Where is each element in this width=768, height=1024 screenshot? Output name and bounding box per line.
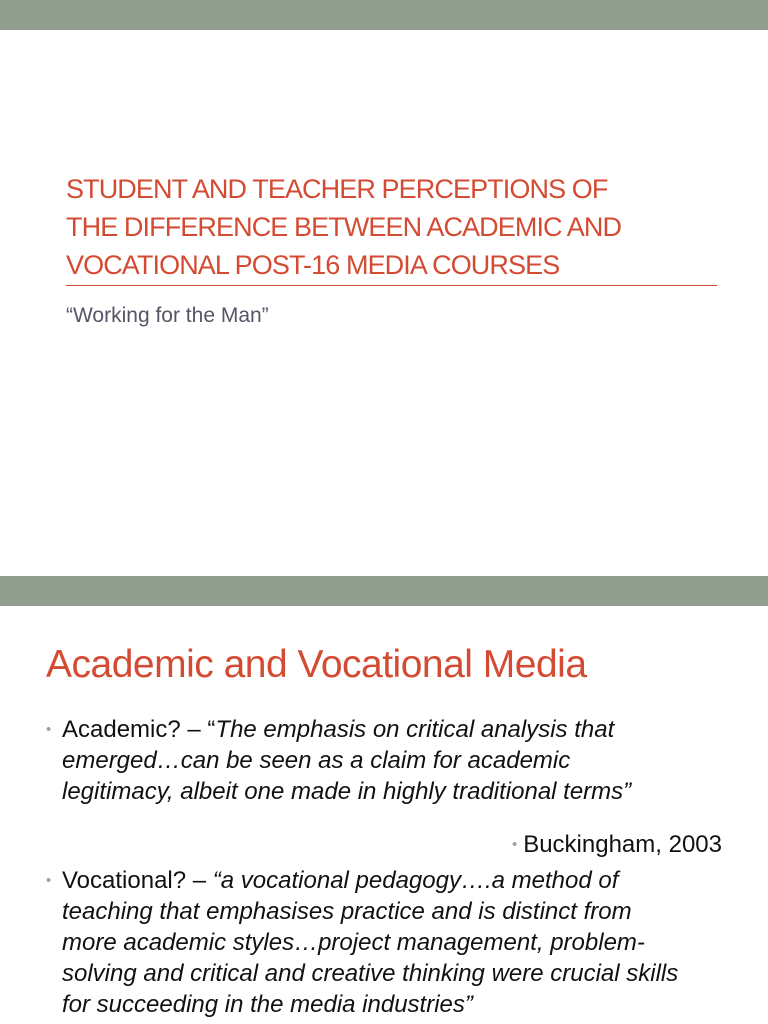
bullet-dot-icon: • (511, 836, 518, 853)
citation-text: Buckingham, 2003 (523, 831, 722, 858)
bullet-list (46, 714, 736, 1020)
bullet-academic (46, 714, 736, 807)
bullet-vocational (46, 865, 736, 1020)
quote-text: for succeeding in the media industries” (62, 991, 473, 1018)
slide-top-bar (0, 576, 768, 606)
bullet-lead: Vocational? – (62, 867, 213, 894)
quote-text: teaching that emphasises practice and is distinct from (62, 898, 632, 925)
bullet-citation (46, 829, 736, 860)
quote-text: The emphasis on critical analysis that (215, 716, 615, 743)
quote-text: “a vocational pedagogy….a method of (212, 867, 619, 894)
quote-text: legitimacy, albeit one made in highly traditional terms” (62, 778, 632, 805)
title-line: VOCATIONAL POST-16 MEDIA COURSES (66, 250, 560, 280)
slide-subtitle: “Working for the Man” (66, 304, 269, 327)
title-line: THE DIFFERENCE BETWEEN ACADEMIC AND (66, 212, 622, 242)
title-line: STUDENT AND TEACHER PERCEPTIONS OF (66, 174, 608, 204)
quote-text: solving and critical and creative thinking were crucial skills (62, 960, 679, 987)
bullet-dot-icon: • (46, 872, 52, 889)
bullet-dot-icon: • (46, 721, 52, 738)
quote-text: emerged…can be seen as a claim for academic (62, 747, 571, 774)
bullet-line (62, 714, 736, 745)
content-slide-title: Academic and Vocational Media (46, 643, 587, 686)
title-divider (66, 285, 717, 286)
slide-top-bar (0, 0, 768, 30)
bullet-lead: Academic? – “ (62, 716, 216, 743)
quote-text: more academic styles…project management, problem- (62, 929, 645, 956)
slide-title (66, 170, 746, 284)
bullet-line (62, 865, 736, 896)
